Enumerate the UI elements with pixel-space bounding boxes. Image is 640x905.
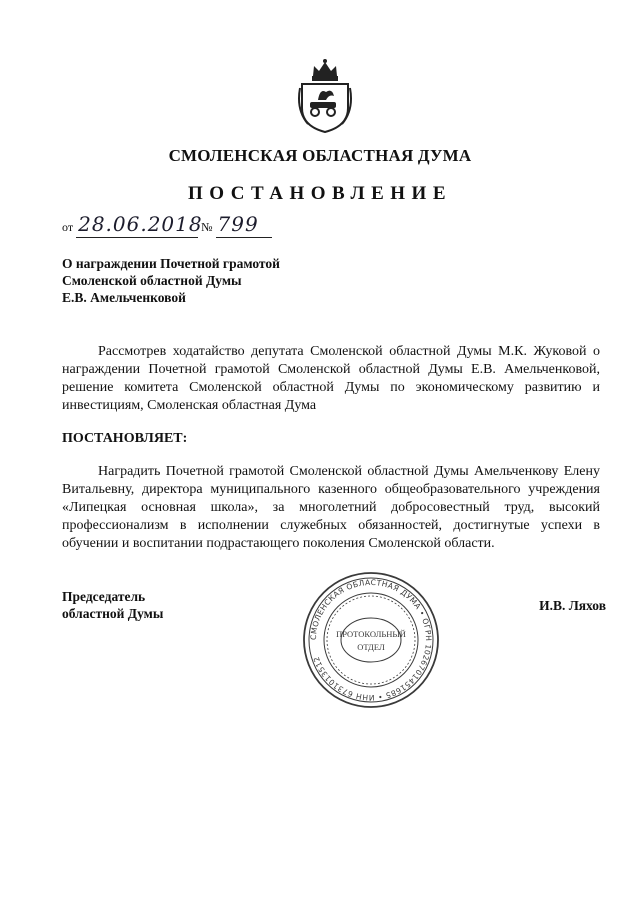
official-round-seal-icon [302,570,440,710]
document-date-line [62,214,272,238]
preamble-paragraph: Рассмотрев ходатайство депутата Смоленской областной Думы М.К. Жуковой о награждении Почетной грамотой Смоленской областной Думы Е.В. Амельченковой, решение комитета Смоленской областной Думы по экономическому развитию и инвестициям, Смоленская областная Дума [62,344,600,413]
date-from-label: от [62,220,74,234]
seal-inner-line-1: ПРОТОКОЛЬНЫЙ [336,629,406,639]
document-type-heading: ПОСТАНОВЛЕНИЕ [187,183,453,204]
signatory-title [62,588,163,622]
resolution-paragraph: Наградить Почетной грамотой Смоленской областной Думы Амельченкову Елену Витальевну, директора муниципального казенного общеобразовательного учреждения «Липецкая основная школа», за многолетний добросовестный труд, высокий профессионализм в исполнении служебных обязанностей, достигнутые успехи в обучении и воспитании подрастающего поколения Смоленской области. [62,464,600,551]
subject-line-1: О награждении Почетной грамотой [62,256,280,271]
number-label: № [201,220,213,234]
decree-heading: ПОСТАНОВЛЯЕТ: [62,431,188,446]
organization-title: СМОЛЕНСКАЯ ОБЛАСТНАЯ ДУМА [168,146,472,165]
signatory-title-line-1: Председатель [62,589,146,604]
signatory-name: И.В. Ляхов [539,598,606,613]
subject-line-3: Е.В. Амельченковой [62,290,186,305]
subject-line-2: Смоленской областной Думы [62,273,242,288]
signatory-title-line-2: областной Думы [62,606,164,621]
document-number: 799 [217,212,259,236]
seal-inner-line-2: ОТДЕЛ [357,642,385,652]
document-date: 28.06.2018 [78,212,203,236]
seal-ring-text: СМОЛЕНСКАЯ ОБЛАСТНАЯ ДУМА • ОГРН 1026701451685 • ИНН 6731013512 [308,577,434,703]
smolensk-coat-of-arms-icon [296,58,354,134]
document-subject [62,255,280,306]
